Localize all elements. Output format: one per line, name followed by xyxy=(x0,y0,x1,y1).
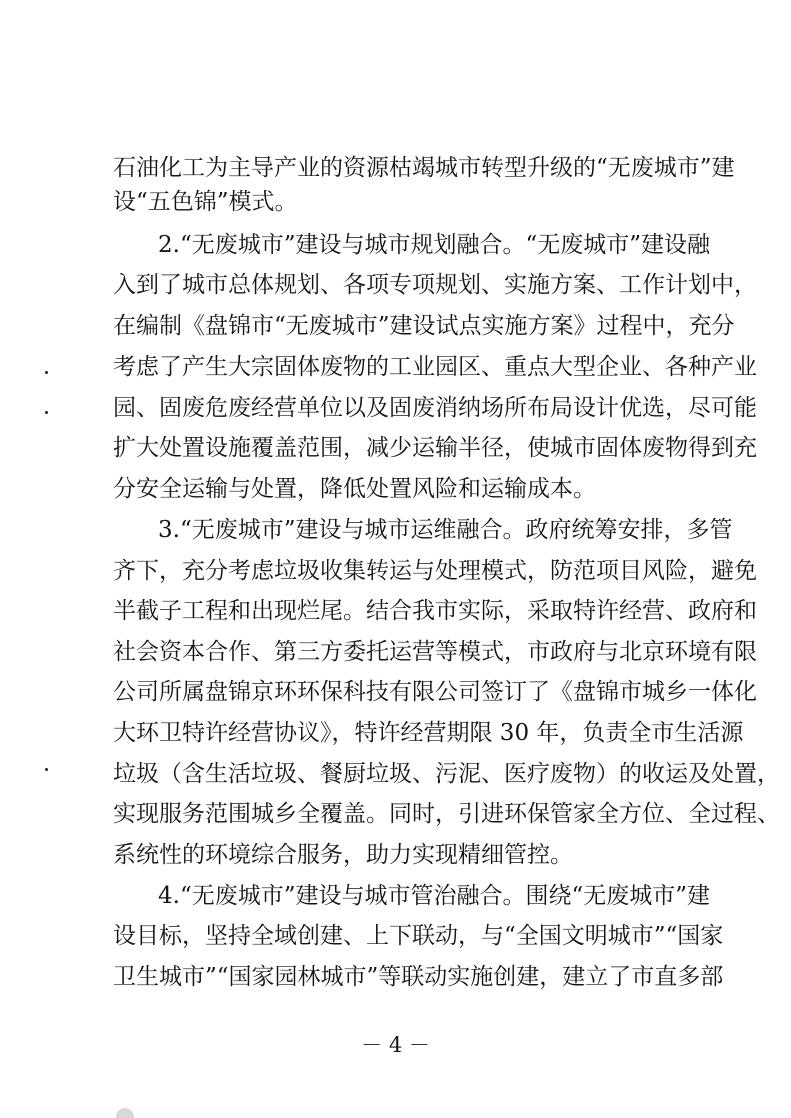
text-line: 卫生城市”“国家园林城市”等联动实施创建，建立了市直多部 xyxy=(113,964,724,990)
text-line: 设“五色锦”模式。 xyxy=(113,189,298,215)
scan-dot xyxy=(45,411,48,414)
text-line: 半截子工程和出现烂尾。结合我市实际，采取特许经营、政府和 xyxy=(113,598,757,624)
text-line: 2.“无废城市”建设与城市规划融合。“无废城市”建设融 xyxy=(158,232,710,258)
text-line: 大环卫特许经营协议》，特许经营期限 30 年，负责全市生活源 xyxy=(113,720,744,746)
page-number: － 4 － xyxy=(361,1033,430,1057)
text-line: 系统性的环境综合服务，助力实现精细管控。 xyxy=(113,842,573,868)
text-line: 入到了城市总体规划、各项专项规划、实施方案、工作计划中， xyxy=(113,272,757,298)
text-line: 分安全运输与处置，降低处置风险和运输成本。 xyxy=(113,476,596,502)
text-line: 扩大处置设施覆盖范围，减少运输半径，使城市固体废物得到充 xyxy=(113,435,757,461)
text-line: 石油化工为主导产业的资源枯竭城市转型升级的“无废城市”建 xyxy=(113,155,735,181)
text-line: 4.“无废城市”建设与城市管治融合。围绕“无废城市”建 xyxy=(158,883,710,909)
scan-edge-mark xyxy=(116,1108,134,1118)
scan-dot xyxy=(45,768,48,771)
text-line: 园、固废危废经营单位以及固废消纳场所布局设计优选，尽可能 xyxy=(113,395,757,421)
text-line: 设目标，坚持全域创建、上下联动，与“全国文明城市”“国家 xyxy=(113,923,724,949)
text-line: 社会资本合作、第三方委托运营等模式，市政府与北京环境有限 xyxy=(113,639,757,665)
text-line: 公司所属盘锦京环环保科技有限公司签订了《盘锦市城乡一体化 xyxy=(113,679,757,705)
text-line: 实现服务范围城乡全覆盖。同时，引进环保管家全方位、全过程、 xyxy=(113,801,780,827)
text-line: 在编制《盘锦市“无废城市”建设试点实施方案》过程中，充分 xyxy=(113,313,735,339)
text-line: 考虑了产生大宗固体废物的工业园区、重点大型企业、各种产业 xyxy=(113,354,757,380)
text-line: 垃圾（含生活垃圾、餐厨垃圾、污泥、医疗废物）的收运及处置， xyxy=(113,761,780,787)
text-line: 齐下，充分考虑垃圾收集转运与处理模式，防范项目风险，避免 xyxy=(113,558,757,584)
scan-dot xyxy=(45,371,48,374)
text-line: 3.“无废城市”建设与城市运维融合。政府统筹安排，多管 xyxy=(158,517,733,543)
